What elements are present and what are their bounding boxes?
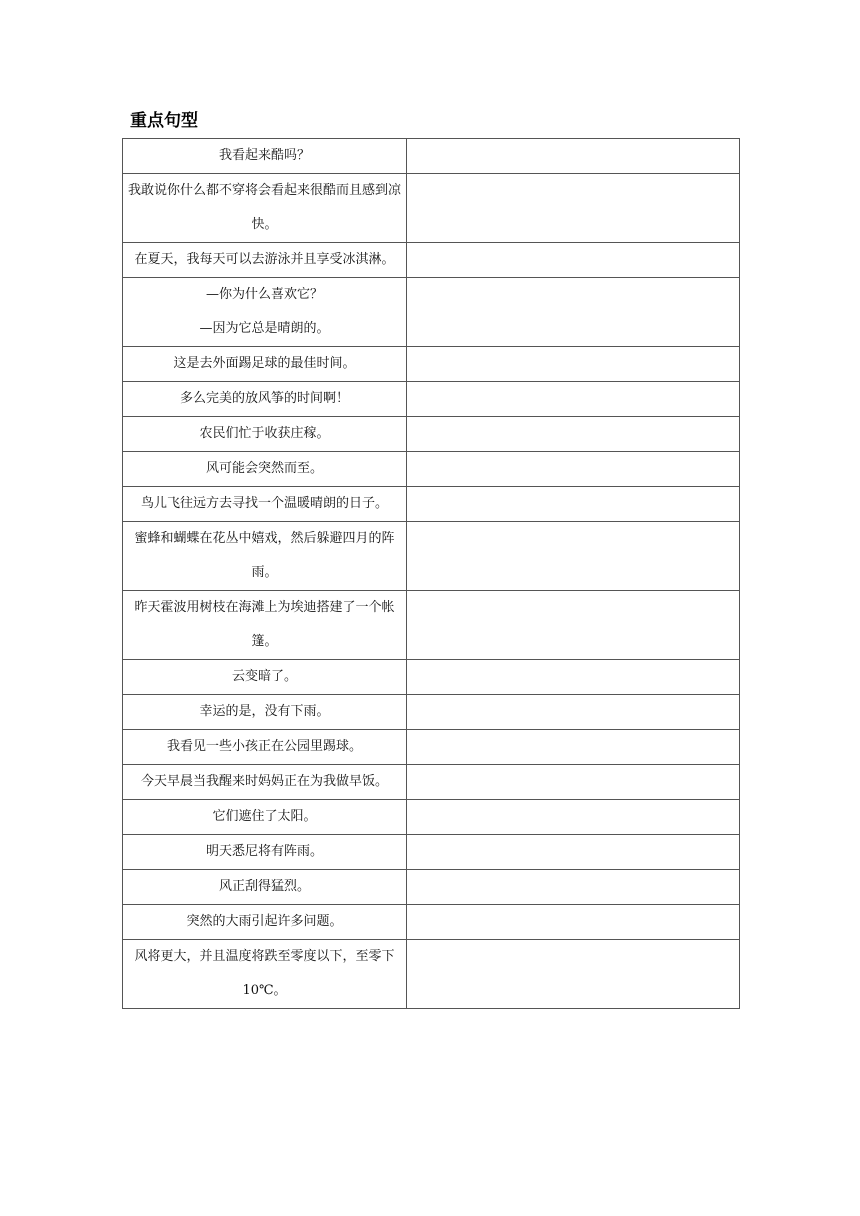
- table-row: [123, 347, 740, 382]
- key-sentences-table: [122, 138, 740, 1009]
- table-row: [123, 522, 740, 591]
- answer-cell[interactable]: [407, 905, 740, 940]
- chinese-sentence-cell: —你为什么喜欢它？ —因为它总是晴朗的。: [123, 278, 407, 347]
- answer-cell[interactable]: [407, 870, 740, 905]
- table-row: [123, 660, 740, 695]
- answer-cell[interactable]: [407, 278, 740, 347]
- table-row: [123, 800, 740, 835]
- answer-cell[interactable]: [407, 487, 740, 522]
- table-row: [123, 417, 740, 452]
- table-row: [123, 765, 740, 800]
- answer-cell[interactable]: [407, 695, 740, 730]
- answer-cell[interactable]: [407, 382, 740, 417]
- chinese-sentence-cell: 它们遮住了太阳。: [123, 800, 407, 835]
- answer-cell[interactable]: [407, 417, 740, 452]
- table-row: [123, 174, 740, 243]
- chinese-sentence-cell: 这是去外面踢足球的最佳时间。: [123, 347, 407, 382]
- table-row: [123, 695, 740, 730]
- answer-cell[interactable]: [407, 452, 740, 487]
- answer-cell[interactable]: [407, 835, 740, 870]
- table-row: [123, 591, 740, 660]
- table-row: [123, 835, 740, 870]
- answer-cell[interactable]: [407, 347, 740, 382]
- table-row: [123, 940, 740, 1009]
- answer-cell[interactable]: [407, 940, 740, 1009]
- chinese-sentence-cell: 幸运的是，没有下雨。: [123, 695, 407, 730]
- answer-cell[interactable]: [407, 765, 740, 800]
- table-row: [123, 905, 740, 940]
- chinese-sentence-cell: 风正刮得猛烈。: [123, 870, 407, 905]
- chinese-sentence-cell: 风可能会突然而至。: [123, 452, 407, 487]
- answer-cell[interactable]: [407, 591, 740, 660]
- chinese-sentence-cell: 蜜蜂和蝴蝶在花丛中嬉戏，然后躲避四月的阵雨。: [123, 522, 407, 591]
- chinese-sentence-cell: 农民们忙于收获庄稼。: [123, 417, 407, 452]
- chinese-sentence-cell: 在夏天，我每天可以去游泳并且享受冰淇淋。: [123, 243, 407, 278]
- chinese-sentence-cell: 鸟儿飞往远方去寻找一个温暖晴朗的日子。: [123, 487, 407, 522]
- answer-cell[interactable]: [407, 660, 740, 695]
- chinese-sentence-cell: 我看起来酷吗？: [123, 139, 407, 174]
- table-row: [123, 487, 740, 522]
- table-row: [123, 382, 740, 417]
- chinese-sentence-cell: 我敢说你什么都不穿将会看起来很酷而且感到凉快。: [123, 174, 407, 243]
- chinese-sentence-cell: 多么完美的放风筝的时间啊！: [123, 382, 407, 417]
- chinese-sentence-cell: 昨天霍波用树枝在海滩上为埃迪搭建了一个帐篷。: [123, 591, 407, 660]
- table-row: [123, 243, 740, 278]
- chinese-sentence-cell: 我看见一些小孩正在公园里踢球。: [123, 730, 407, 765]
- answer-cell[interactable]: [407, 174, 740, 243]
- section-heading: 重点句型: [130, 111, 198, 131]
- table-row: [123, 139, 740, 174]
- answer-cell[interactable]: [407, 139, 740, 174]
- chinese-sentence-cell: 风将更大，并且温度将跌至零度以下，至零下 10℃。: [123, 940, 407, 1009]
- answer-cell[interactable]: [407, 522, 740, 591]
- chinese-sentence-cell: 突然的大雨引起许多问题。: [123, 905, 407, 940]
- table-row: [123, 278, 740, 347]
- answer-cell[interactable]: [407, 243, 740, 278]
- answer-cell[interactable]: [407, 800, 740, 835]
- chinese-sentence-cell: 云变暗了。: [123, 660, 407, 695]
- table-row: [123, 870, 740, 905]
- answer-cell[interactable]: [407, 730, 740, 765]
- chinese-sentence-cell: 明天悉尼将有阵雨。: [123, 835, 407, 870]
- table-row: [123, 452, 740, 487]
- chinese-sentence-cell: 今天早晨当我醒来时妈妈正在为我做早饭。: [123, 765, 407, 800]
- table-row: [123, 730, 740, 765]
